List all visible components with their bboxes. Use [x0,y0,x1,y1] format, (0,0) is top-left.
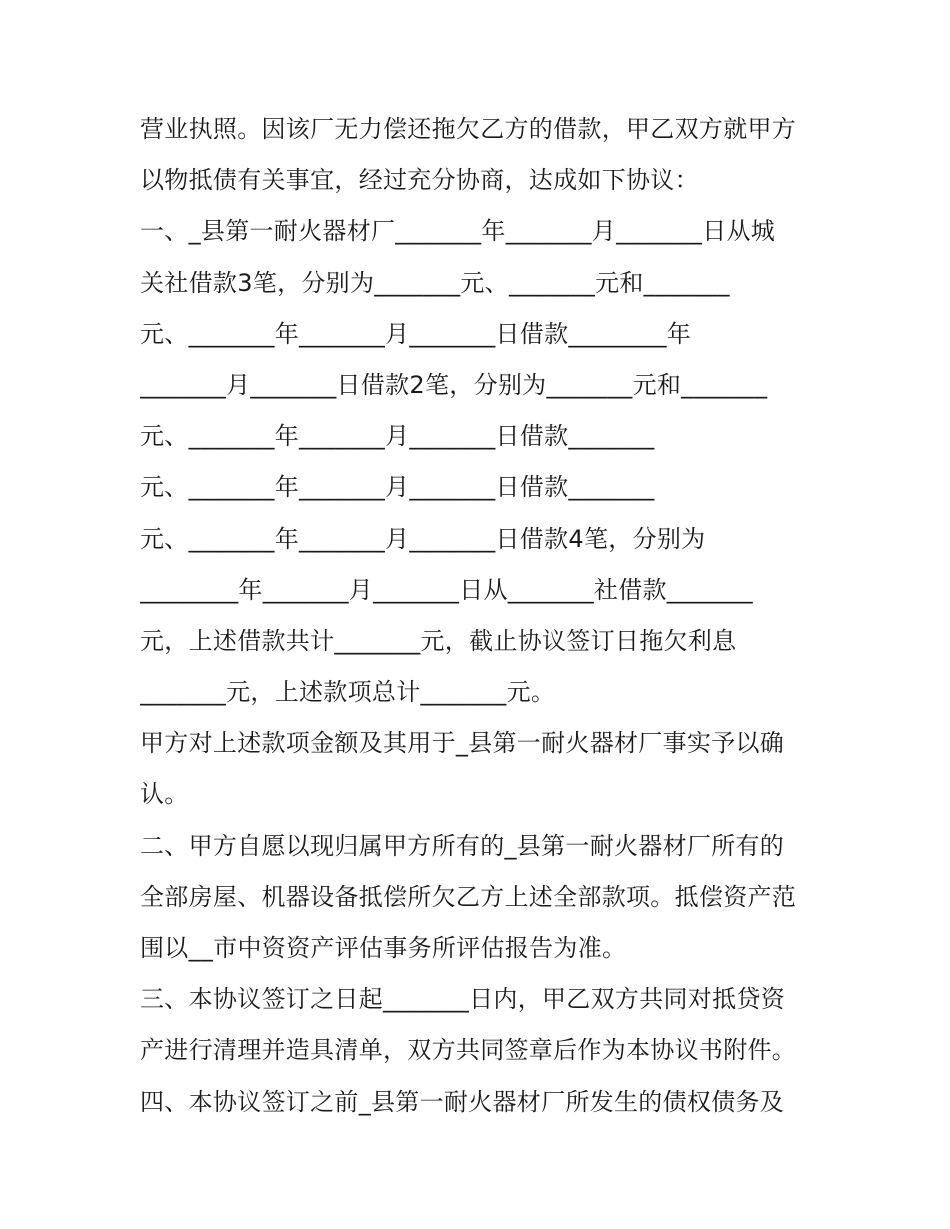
text-line: 二、甲方自愿以现归属甲方所有的_县第一耐火器材厂所有的 [140,831,785,860]
text-line: _______月_______日借款2笔，分别为_______元和_______ [140,370,768,399]
text-line: _______元，上述款项总计_______元。 [140,678,556,707]
agreement-body-text [140,104,820,1128]
text-line: 元，上述借款共计_______元，截止协议签订日拖欠利息 [140,626,737,655]
text-line: 元、_______年_______月_______日借款4笔，分别为 [140,524,706,553]
text-line: 认。 [140,780,189,809]
text-line: 产进行清理并造具清单，双方共同签章后作为本协议书附件。 [140,1036,797,1065]
text-line: 营业执照。因该厂无力偿还拖欠乙方的借款，甲乙双方就甲方 [140,115,797,143]
text-line: 全部房屋、机器设备抵偿所欠乙方上述全部款项。抵偿资产范 [140,882,797,911]
text-line: 一、_县第一耐火器材厂_______年_______月_______日从城 [140,217,776,246]
text-line: 关社借款3笔，分别为_______元、_______元和_______ [140,268,730,297]
text-line: ________年_______月_______日从_______社借款_______ [140,575,753,604]
text-line: 甲方对上述款项金额及其用于_县第一耐火器材厂事实予以确 [140,729,785,758]
text-line: 以物抵债有关事宜，经过充分协商，达成如下协议： [140,166,699,195]
text-line: 四、本协议签订之前_县第一耐火器材厂所发生的债权债务及 [140,1087,785,1116]
text-line: 元、_______年_______月_______日借款_______ [140,473,655,502]
text-line: 围以__市中资资产评估事务所评估报告为准。 [140,934,627,962]
text-line: 元、_______年_______月_______日借款_______ [140,422,655,451]
text-line: 元、_______年_______月_______日借款________年 [140,319,692,348]
text-line: 三、本协议签订之日起_______日内，甲乙双方共同对抵贷资 [140,985,785,1014]
